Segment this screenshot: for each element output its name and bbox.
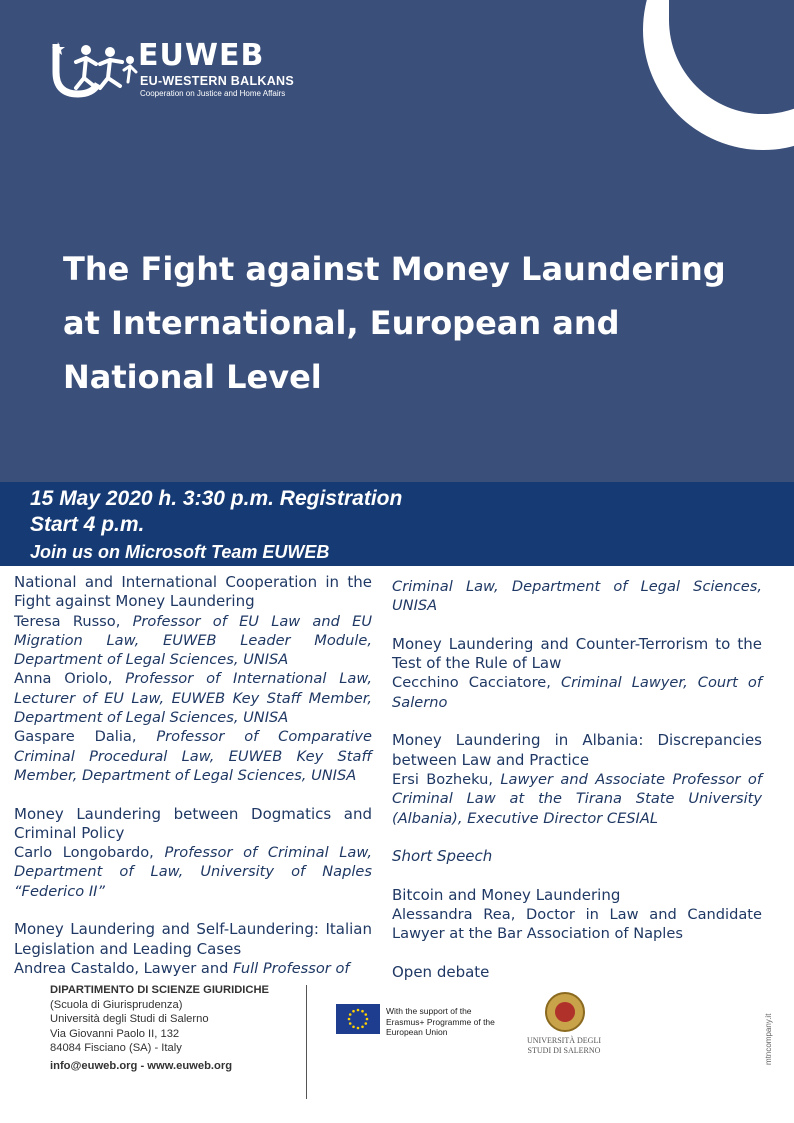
program-session xyxy=(14,920,372,978)
logo-title: EUWEB xyxy=(138,38,265,73)
unisa-seal-icon xyxy=(545,992,585,1032)
session-title: Bitcoin and Money Laundering xyxy=(392,885,621,904)
speaker-continued: Criminal Law, Department of Legal Sciences, UNISA xyxy=(392,578,762,615)
erasmus-support-text: With the support of the Erasmus+ Programme of the European Union xyxy=(386,1006,495,1037)
unisa-name: UNIVERSITÀ DEGLI STUDI DI SALERNO xyxy=(527,1036,601,1055)
euweb-logo xyxy=(52,36,332,100)
title-line-2: at International, European and xyxy=(63,304,620,342)
program-left-column xyxy=(14,573,372,998)
open-debate: Open debate xyxy=(392,962,490,981)
program-session-continued xyxy=(392,577,762,616)
speaker: Alessandra Rea, Doctor in Law and Candidate Lawyer at the Bar Association of Naples xyxy=(392,906,762,943)
program-session xyxy=(392,731,762,827)
session-title: Money Laundering between Dogmatics and Criminal Policy xyxy=(14,804,372,842)
department-name: DIPARTIMENTO DI SCIENZE GIURIDICHE xyxy=(50,984,269,996)
speaker: Andrea Castaldo, Lawyer and Full Professor of xyxy=(14,959,350,977)
contact-links[interactable]: info@euweb.org - www.euweb.org xyxy=(50,1059,233,1072)
speaker: Ersi Bozheku, Lawyer and Associate Professor of Criminal Law at the Tirana State University (Albania), Executive Director CESIAL xyxy=(392,770,762,827)
school-name: (Scuola di Giurisprudenza) xyxy=(50,998,183,1011)
footer-address xyxy=(50,983,269,1073)
logo-tagline: Cooperation on Justice and Home Affairs xyxy=(140,89,286,98)
event-date: 15 May 2020 h. 3:30 p.m. Registration xyxy=(30,487,403,510)
program-session xyxy=(14,573,372,785)
logo-subtitle: EU-WESTERN BALKANS xyxy=(140,74,295,88)
program-session xyxy=(14,805,372,901)
designer-credit: mtncompany.it xyxy=(764,1013,773,1065)
speaker: Cecchino Cacciatore, Criminal Lawyer, Court of Salerno xyxy=(392,674,762,711)
program-right-column xyxy=(392,577,762,1002)
title-line-1: The Fight against Money Laundering xyxy=(63,250,726,288)
street-address: Via Giovanni Paolo II, 132 xyxy=(50,1027,180,1040)
event-join: Join us on Microsoft Team EUWEB xyxy=(30,542,330,562)
session-title: Money Laundering in Albania: Discrepancies between Law and Practice xyxy=(392,731,762,769)
header-banner xyxy=(0,0,794,482)
session-title: Money Laundering and Counter-Terrorism to the Test of the Rule of Law xyxy=(392,634,762,673)
session-title: Money Laundering and Self-Laundering: Italian Legislation and Leading Cases xyxy=(14,920,372,958)
speaker: Teresa Russo, Professor of EU Law and EU Migration Law, EUWEB Leader Module, Department of Legal Sciences, UNISA xyxy=(14,612,373,669)
page-title xyxy=(63,242,783,404)
speaker: Gaspare Dalia, Professor of Comparative Criminal Procedural Law, EUWEB Key Staff Member, Department of Legal Sciences, UNISA xyxy=(14,728,373,784)
program-session xyxy=(392,635,762,712)
university-name: Università degli Studi di Salerno xyxy=(50,1013,209,1025)
title-line-3: National Level xyxy=(63,358,322,396)
program-session xyxy=(392,847,762,866)
eu-flag-icon xyxy=(336,1004,380,1034)
euweb-logo-icon xyxy=(52,38,138,98)
event-start: Start 4 p.m. xyxy=(30,513,145,536)
speaker: Anna Oriolo, Professor of International Law, Lecturer of EU Law, EUWEB Key Staff Member, Department of Legal Sciences, UNISA xyxy=(14,670,373,727)
program-session xyxy=(392,886,762,944)
short-speech-heading: Short Speech xyxy=(392,847,493,866)
footer-divider xyxy=(306,985,307,1099)
speaker: Carlo Longobardo, Professor of Criminal Law, Department of Law, University of Naples “Federico II” xyxy=(14,844,372,900)
program-session xyxy=(392,963,762,982)
session-title: National and International Cooperation in the Fight against Money Laundering xyxy=(14,573,372,611)
city-address: 84084 Fisciano (SA) - Italy xyxy=(50,1042,182,1054)
